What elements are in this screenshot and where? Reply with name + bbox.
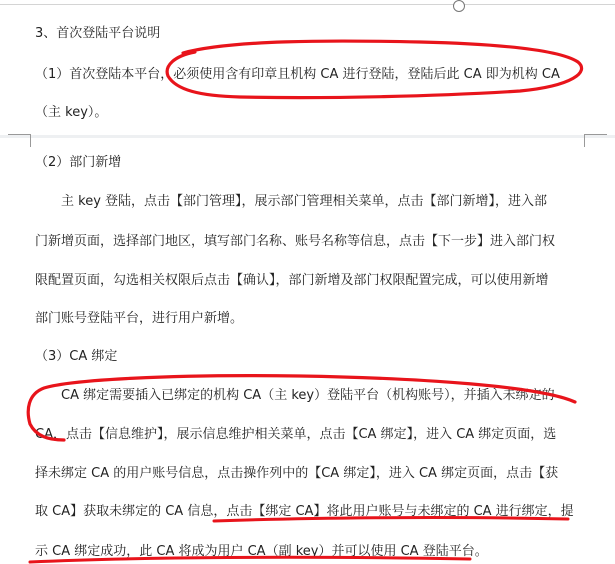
paragraph-line: 示 CA 绑定成功，此 CA 将成为用户 CA（副 key）并可以使用 CA 登陆平台。 [35, 544, 488, 559]
paragraph-line: 取 CA】获取未绑定的 CA 信息，点击【绑定 CA】将此用户账号与未绑定的 CA 进行绑定，提 [35, 504, 574, 519]
paragraph-line: 门新增页面，选择部门地区，填写部门名称、账号名称等信息，点击【下一步】进入部门权 [35, 234, 556, 249]
page-gap [0, 135, 615, 138]
crop-mark-left-icon [8, 134, 31, 147]
page-top-rule [0, 4, 615, 5]
paragraph-line: CA 绑定需要插入已绑定的机构 CA（主 key）登陆平台（机构账号），并插入未绑定的 [61, 388, 555, 403]
crop-mark-right-icon [584, 134, 607, 147]
paragraph-line: 择未绑定 CA 的用户账号信息，点击操作列中的【CA 绑定】，进入 CA 绑定页面，点击【获 [35, 466, 559, 481]
rotate-handle-icon[interactable] [453, 0, 465, 12]
section-heading: 3、首次登陆平台说明 [35, 26, 161, 41]
subsection-heading: （2）部门新增 [35, 155, 122, 170]
paragraph-line: （1）首次登陆本平台，必须使用含有印章且机构 CA 进行登陆，登陆后此 CA 即为机构 CA [35, 67, 560, 82]
paragraph-line: 主 key 登陆，点击【部门管理】，展示部门管理相关菜单，点击【部门新增】，进入部 [61, 194, 548, 209]
paragraph-line: （主 key）。 [35, 105, 108, 120]
subsection-heading: （3）CA 绑定 [35, 349, 118, 364]
paragraph-line: 部门账号登陆平台，进行用户新增。 [35, 311, 244, 326]
paragraph-line: CA，点击【信息维护】，展示信息维护相关菜单，点击【CA 绑定】，进入 CA 绑定页面，选 [35, 427, 557, 442]
page-break [0, 135, 615, 139]
paragraph-line: 限配置页面，勾选相关权限后点击【确认】，部门新增及部门权限配置完成，可以使用新增 [35, 273, 549, 288]
